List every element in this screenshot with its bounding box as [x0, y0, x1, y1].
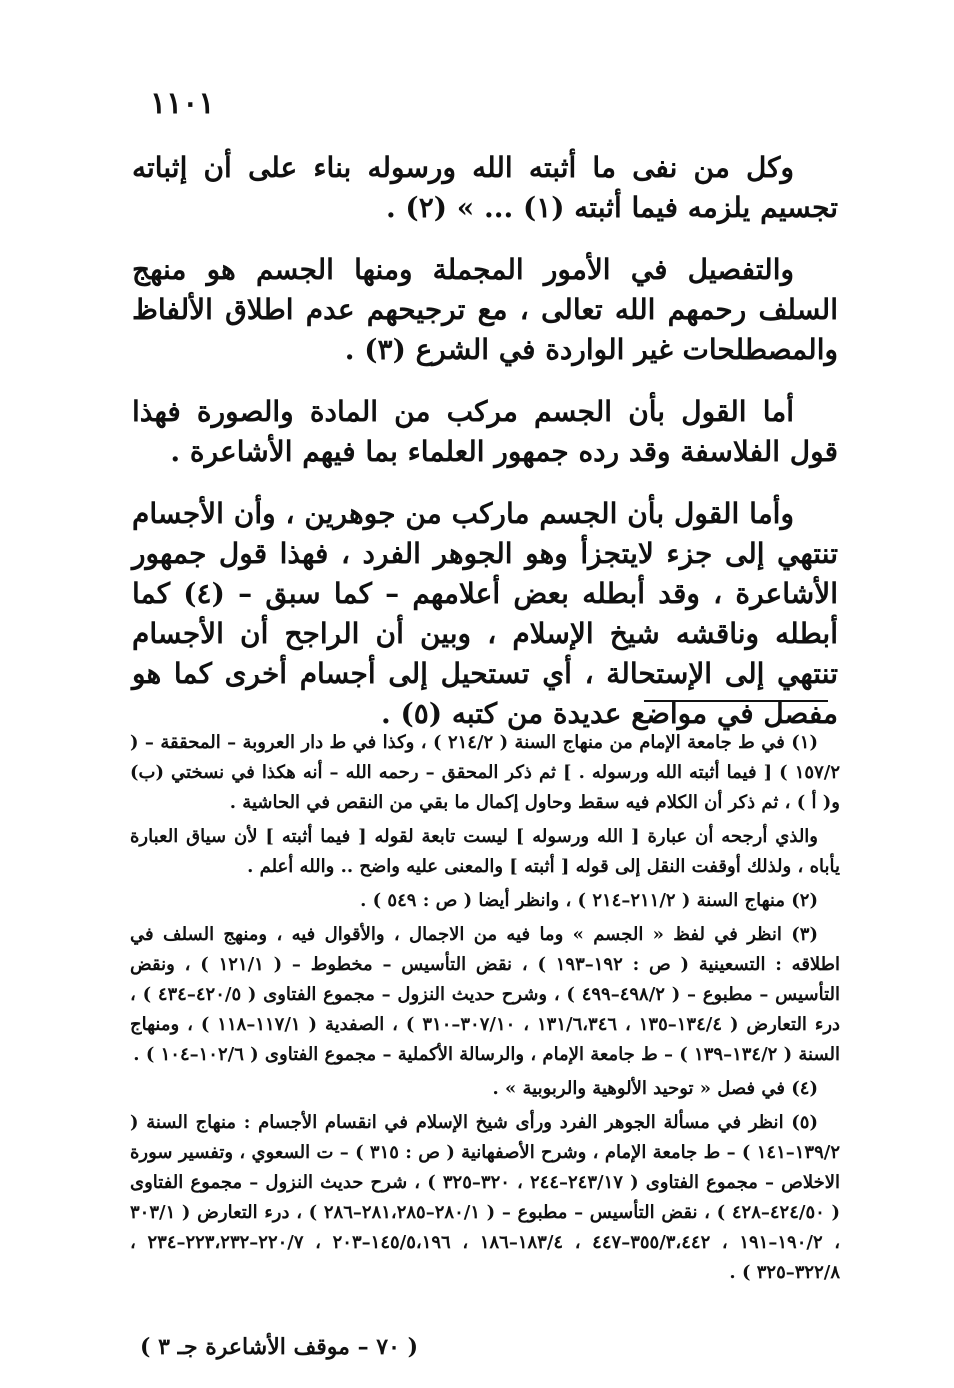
page-number: ١١٠١ [150, 86, 215, 121]
footnote: (٣) انظر في لفظ « الجسم » وما فيه من الاجمال ، والأقوال فيه ، ومنهج السلف في اطلاقه : التسعينية ( ص : ١٩٢–١٩٣ ) ، نقض التأسيس – مخطوط – ( ١٢١/١ ) ، ونقض التأسيس – مطبوع – ( ٤٩٨/٢–٤٩٩ ) ، وشرح حديث النزول – مجموع الفتاوى ( ٤٢٠/٥–٤٣٤ ) ، درء التعارض ( ١٣٤/٤–١٣٥ ، ١٣١/٦،٣٤٦ ، ٣٠٧/١٠–٣١٠ ) ، الصفدية ( ١١٧/١–١١٨ ) ، ومنهاج السنة ( ١٣٤/٢–١٣٩ ) – ط جامعة الإمام ، والرسالة الأكملية – مجموع الفتاوى ( ١٠٢/٦–١٠٤ ) . [130, 924, 841, 1065]
paragraph: أما القول بأن الجسم مركب من المادة والصورة فهذا قول الفلاسفة وقد رده جمهور العلماء بما فيهم الأشاعرة . [132, 395, 838, 468]
footnote: (٢) منهاج السنة ( ٢١١/٢–٢١٤ ) ، وانظر أيضا ( ص : ٥٤٩ ) . [360, 890, 818, 911]
main-text [132, 148, 838, 756]
footnote: (٥) انظر في مسألة الجوهر الفرد ورأى شيخ الإسلام في انقسام الأجسام : منهاج السنة ( ١٣٩/٢–١٤١ ) – ط جامعة الإمام ، وشرح الأصفهانية ( ص : ٣١٥ ) – ت السعوي ، وتفسير سورة الاخلاص – مجموع الفتاوى ( ٢٤٣/١٧–٢٤٤ ، ٣٢٠–٣٢٥ ) ، شرح حديث النزول – مجموع الفتاوى ( ٤٢٤/٥٠–٤٢٨ ) ، نقض التأسيس – مطبوع – ( ٢٨٠/١–٢٨١،٢٨٥–٢٨٦ ) ، درء التعارض ( ٣٠٣/١ ، ١٩٠/٢–١٩١ ، ٣٥٥/٣،٤٤٢–٤٤٧ ، ١٨٣/٤–١٨٦ ، ١٤٥/٥،١٩٦–٢٠٣ ، ٢٢٠/٧–٢٢٣،٢٣٢–٢٣٤ ، ٣٢٢/٨–٣٢٥ ) . [130, 1112, 841, 1283]
page-footer: ( ٧٠ – موقف الأشاعرة جـ ٣ ) [140, 1334, 418, 1360]
footnote: والذي أرجحه أن عبارة [ الله ورسوله ] ليست تابعة لقوله [ فيما أثبته ] لأن سياق العبارة يأباه ، ولذلك أوقفت النقل إلى قوله [ أثبته ] والمعنى عليه واضح .. والله أعلم . [130, 826, 840, 877]
paragraph: والتفصيل في الأمور المجملة ومنها الجسم هو منهج السلف رحمهم الله تعالى ، مع ترجيحهم عدم اطلاق الألفاظ والمصطلحات غير الواردة في الشرع (٣) . [132, 253, 838, 366]
footnote: (٤) في فصل « توحيد الألوهية والربوبية » . [492, 1078, 818, 1099]
footnote: (١) في ط جامعة الإمام من منهاج السنة ( ٢١٤/٢ ) ، وكذا في ط دار العروبة – المحققة – ( ١٥٧/٢ ) [ فيما أثبته الله ورسوله . ] ثم ذكر المحقق – رحمه الله – أنه هكذا في نسختي (ب) و( أ ) ، ثم ذكر أن الكلام فيه سقط وحاول إكمال ما بقي من النقص في الحاشية . [130, 732, 840, 813]
footnote-separator [644, 700, 828, 702]
paragraph: وأما القول بأن الجسم ماركب من جوهرين ، وأن الأجسام تنتهي إلى جزء لايتجزأ وهو الجوهر الفرد ، فهذا قول جمهور الأشاعرة ، وقد أبطله بعض أعلامهم – كما سبق – (٤) كما أبطله وناقشه شيخ الإسلام ، وبين أن الراجح أن الأجسام تنتهي إلى الإستحالة ، أي تستحيل إلى أجسام أخرى كما هو مفصل في مواضع عديدة من كتبه (٥) . [132, 497, 838, 730]
paragraph: وكل من نفى ما أثبته الله ورسوله بناء على أن إثباته تجسيم يلزمه فيما أثبته (١) ... » (٢) . [132, 151, 838, 224]
footnotes [130, 728, 840, 1292]
